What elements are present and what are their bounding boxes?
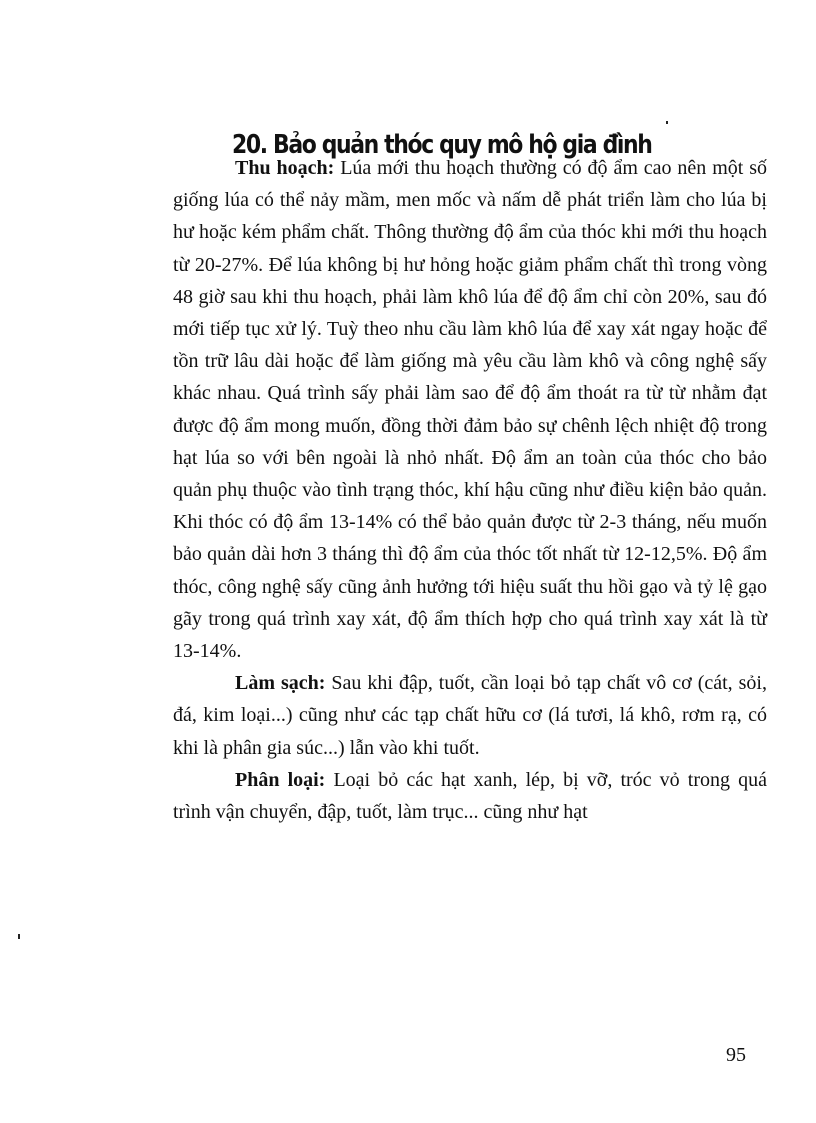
paragraph-cleaning xyxy=(173,667,767,764)
paragraph-lead: Làm sạch: xyxy=(235,672,326,695)
paragraph-text: Sau khi đập, tuốt, cần loại bỏ tạp chất vô cơ (cát, sỏi, đá, kim loại...) cũng như các tạp chất hữu cơ (lá tươi, lá khô, rơm rạ, có khi là phân gia súc...) lẫn vào khi tuốt. xyxy=(173,672,767,759)
stray-mark xyxy=(666,121,668,124)
body-text xyxy=(173,152,767,828)
page-number: 95 xyxy=(726,1044,746,1066)
margin-mark xyxy=(18,934,20,939)
paragraph-sorting xyxy=(173,764,767,828)
paragraph-lead: Thu hoạch: xyxy=(235,157,335,179)
paragraph-text: Lúa mới thu hoạch thường có độ ẩm cao nên một số giống lúa có thể nảy mầm, men mốc và nấm dễ phát triển làm cho lúa bị hư hoặc kém phẩm chất. Thông thường độ ẩm của thóc khi mới thu hoạch từ 20-27%. Để lúa không bị hư hỏng hoặc giảm phẩm chất thì trong vòng 48 giờ sau khi thu hoạch, phải làm khô lúa để độ ẩm chỉ còn 20%, sau đó mới tiếp tục xử lý. Tuỳ theo nhu cầu làm khô lúa để xay xát ngay hoặc để tồn trữ lâu dài hoặc để làm giống mà yêu cầu làm khô và công nghệ sấy khác nhau. Quá trình sấy phải làm sao để độ ẩm thoát ra từ từ nhằm đạt được độ ẩm mong muốn, đồng thời đảm bảo sự chênh lệch nhiệt độ trong hạt lúa so với bên ngoài là nhỏ nhất. Độ ẩm an toàn của thóc cho bảo quản phụ thuộc vào tình trạng thóc, khí hậu cũng như điều kiện bảo quản. Khi thóc có độ ẩm 13-14% có thể bảo quản được từ 2-3 tháng, nếu muốn bảo quản dài hơn 3 tháng thì độ ẩm của thóc tốt nhất từ 12-12,5%. Độ ẩm thóc, công nghệ sấy cũng ảnh hưởng tới hiệu suất thu hồi gạo và tỷ lệ gạo gãy trong quá trình xay xát, độ ẩm thích hợp cho quá trình xay xát là từ 13-14%. xyxy=(173,157,768,663)
paragraph-lead: Phân loại: xyxy=(235,768,326,791)
paragraph-text: Loại bỏ các hạt xanh, lép, bị vỡ, tróc vỏ trong quá trình vận chuyển, đập, tuốt, làm trục... cũng như hạt xyxy=(173,768,767,824)
section-title: 20. Bảo quản thóc quy mô hộ gia đình xyxy=(232,130,652,161)
paragraph-harvest xyxy=(173,152,767,667)
